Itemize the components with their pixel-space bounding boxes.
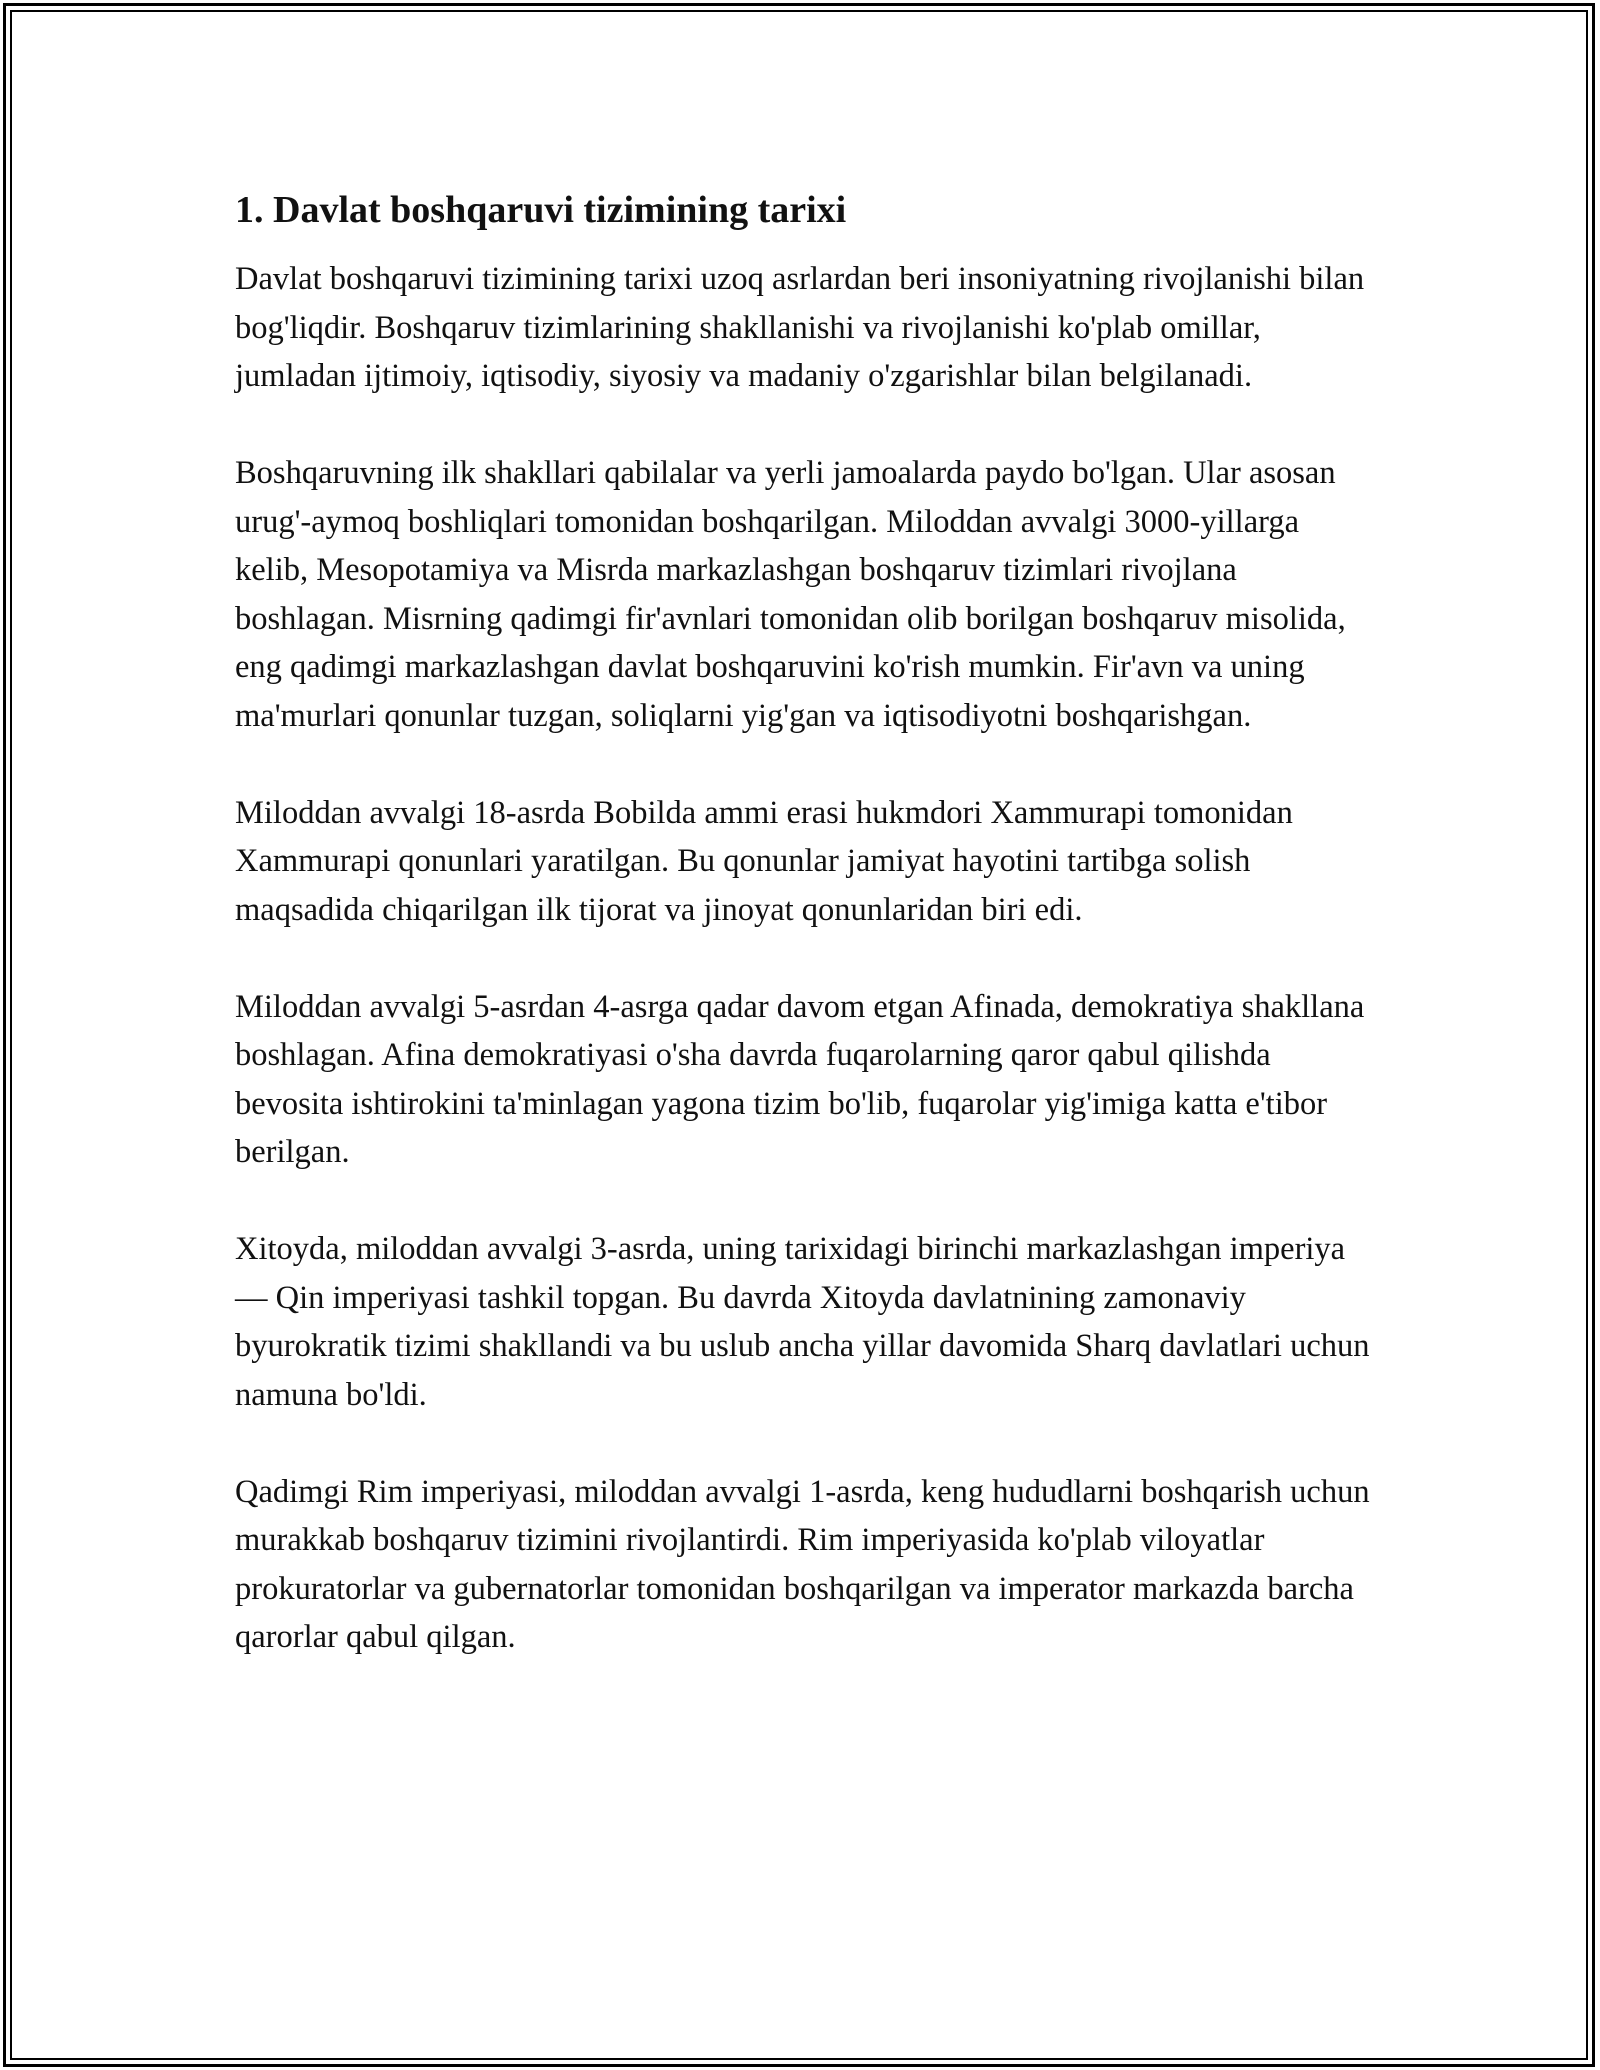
paragraph-intro: Davlat boshqaruvi tizimining tarixi uzoq asrlardan beri insoniyatning rivojlanishi bilan bog'liqdir. Boshqaruv tizimlarining shakllanishi va rivojlanishi ko'plab omillar, jumladan ijtimoiy, iqtisodiy, siyosiy va madaniy o'zgarishlar bilan belgilanadi.	[235, 261, 1365, 394]
paragraph-china: Xitoyda, miloddan avvalgi 3-asrda, uning tarixidagi birinchi markazlashgan imperiya — Qin imperiyasi tashkil topgan. Bu davrda Xitoyda davlatnining zamonaviy byurokratik tizimi shakllandi va bu uslub ancha yillar davomida Sharq davlatlari uchun namuna bo'ldi.	[235, 1231, 1370, 1413]
document-body	[235, 186, 1375, 1710]
paragraph-hammurabi: Miloddan avvalgi 18-asrda Bobilda ammi erasi hukmdori Xammurapi tomonidan Xammurapi qonunlari yaratilgan. Bu qonunlar jamiyat hayotini tartibga solish maqsadida chiqarilgan ilk tijorat va jinoyat qonunlaridan biri edi.	[235, 794, 1293, 928]
paragraph-early-governance: Boshqaruvning ilk shakllari qabilalar va yerli jamoalarda paydo bo'lgan. Ular asosan urug'-aymoq boshliqlari tomonidan boshqarilgan. Miloddan avvalgi 3000-yillarga kelib, Mesopotamiya va Misrda markazlashgan boshqaruv tizimlari rivojlana boshlagan. Misrning qadimgi fir'avnlari tomonidan olib borilgan boshqaruv misolida, eng qadimgi markazlashgan davlat boshqaruvini ko'rish mumkin. Fir'avn va uning ma'murlari qonunlar tuzgan, soliqlarni yig'gan va iqtisodiyotni boshqarishgan.	[235, 455, 1346, 734]
section-heading: 1. Davlat boshqaruvi tizimining tarixi	[235, 189, 847, 231]
paragraph-rome: Qadimgi Rim imperiyasi, miloddan avvalgi 1-asrda, keng hududlarni boshqarish uchun murakkab boshqaruv tizimini rivojlantirdi. Rim imperiyasida ko'plab viloyatlar prokuratorlar va gubernatorlar tomonidan boshqarilgan va imperator markazda barcha qarorlar qabul qilgan.	[235, 1473, 1370, 1655]
paragraph-athens: Miloddan avvalgi 5-asrdan 4-asrga qadar davom etgan Afinada, demokratiya shakllana boshlagan. Afina demokratiyasi o'sha davrda fuqarolarning qaror qabul qilishda bevosita ishtirokini ta'minlagan yagona tizim bo'lib, fuqarolar yig'imiga katta e'tibor berilgan.	[235, 988, 1365, 1170]
